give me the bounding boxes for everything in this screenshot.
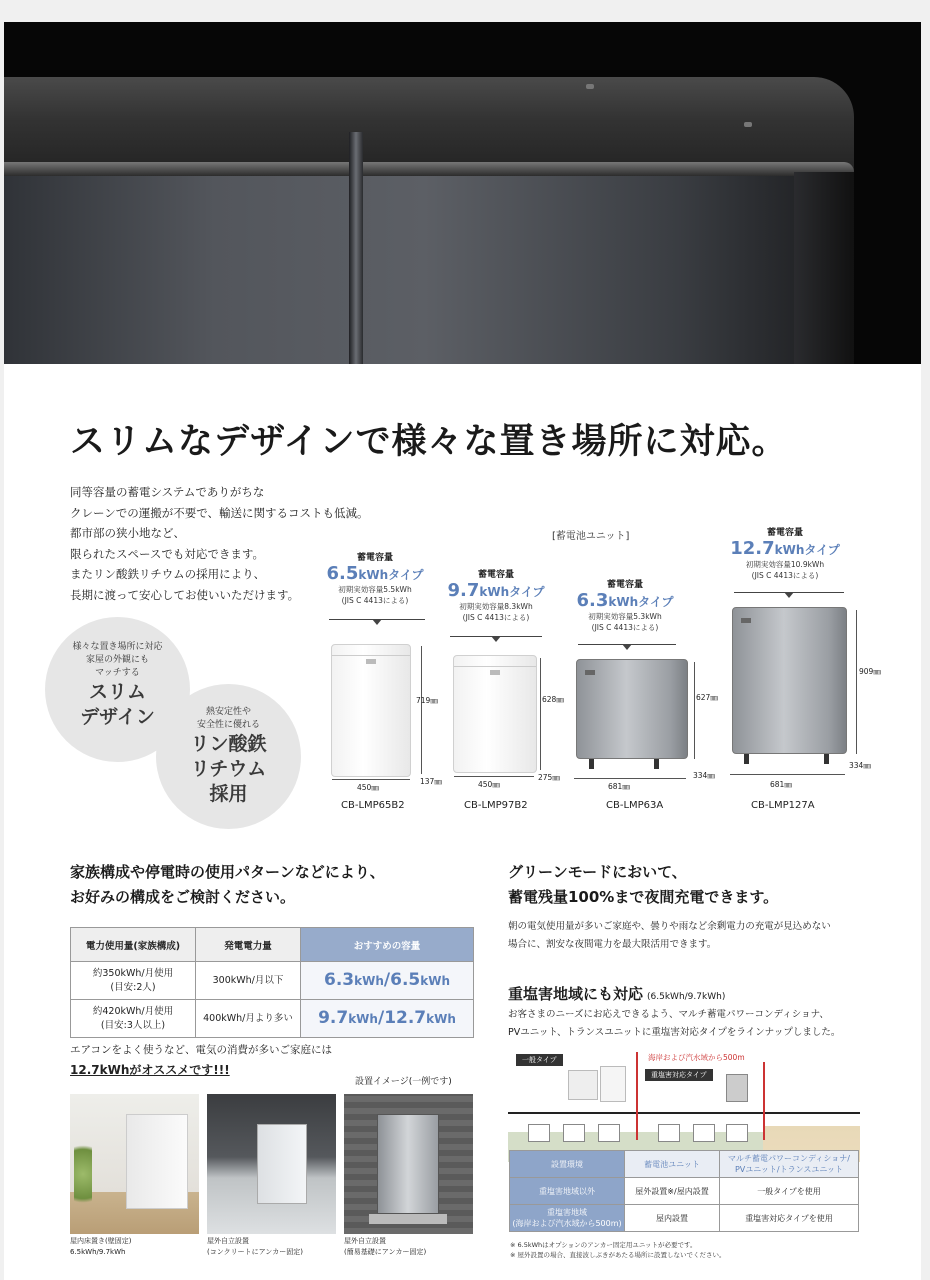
family-title: 家族構成や停電時の使用パターンなどにより、 お好みの構成をご検討ください。 (70, 863, 385, 906)
unit-spec-97: 蓄電容量 9.7kWhタイプ 初期実効容量8.3kWh (JIS C 4413による) (447, 570, 545, 622)
green-mode-title: グリーンモードにおいて、 蓄電残量100%まで夜間充電できます。 (508, 863, 779, 906)
unit-width: 681㎜ (608, 782, 630, 791)
install-image-label: 設置イメージ(一例です) (355, 1077, 452, 1087)
unit-height: 909㎜ (859, 667, 881, 676)
page-headline: スリムなデザインで様々な置き場所に対応。 (70, 422, 788, 462)
model-name: CB-LMP127A (751, 800, 815, 811)
unit-width: 450㎜ (357, 783, 379, 792)
unit-depth: 275㎜ (538, 773, 560, 782)
install-photo-concrete (207, 1094, 336, 1234)
unit-depth: 334㎜ (693, 771, 715, 780)
table-row: 約420kWh/月使用 (目安:3人以上) 400kWh/月より多い 9.7kWh/12.7kWh (71, 1000, 474, 1038)
battery-unit-65 (331, 644, 411, 777)
green-mode-body: 朝の電気使用量が多いご家庭や、曇りや雨など余剰電力の充電が見込めない 場合に、割安な夜間電力を最大限活用できます。 (508, 921, 831, 950)
battery-unit-127 (732, 607, 847, 754)
photo-caption: 屋外自立設置 (簡易基礎にアンカー固定) (344, 1237, 427, 1256)
unit-depth: 334㎜ (849, 761, 871, 770)
unit-spec-65: 蓄電容量 6.5kWhタイプ 初期実効容量5.5kWh (JIS C 4413による) (326, 553, 424, 605)
install-photo-indoor (70, 1094, 199, 1234)
capacity-table: 電力使用量(家族構成) 発電電力量 おすすめの容量 約350kWh/月使用 (目安:2人) 300kWh/月以下 6.3kWh/6.5kWh 約420kWh/月使用 (目安:3人以上) 400kWh/月より多い 9.7kWh/12.7kWh (70, 927, 474, 1038)
unit-spec-127: 蓄電容量 12.7kWhタイプ 初期実効容量10.9kWh (JIS C 4413による) (730, 528, 840, 580)
unit-height: 628㎜ (542, 695, 564, 704)
photo-caption: 屋外自立設置 (コンクリートにアンカー固定) (207, 1237, 304, 1256)
brochure-page (4, 22, 921, 1280)
units-label: [蓄電池ユニット] (552, 531, 630, 542)
table-row: 重塩害地域以外 屋外設置※/屋内設置 一般タイプを使用 (510, 1178, 859, 1205)
battery-unit-63 (576, 659, 688, 759)
table-row: 重塩害地域 (海岸および汽水域から500m) 屋内設置 重塩害対応タイプを使用 (510, 1205, 859, 1232)
model-name: CB-LMP65B2 (341, 800, 405, 811)
intro-line: クレーンでの運搬が不要で、輸送に関するコストも低減。 (70, 505, 369, 520)
salt-table: 設置環境 蓄電池ユニット マルチ蓄電パワーコンディショナ/ PVユニット/トランスユニット 重塩害地域以外 屋外設置※/屋内設置 一般タイプを使用 重塩害地域 (海岸および汽水域から500m) 屋内設置 重塩害対応タイプを使用 (509, 1150, 859, 1232)
intro-line: 都市部の狭小地など、 (70, 526, 185, 540)
model-name: CB-LMP63A (606, 800, 664, 811)
unit-width: 450㎜ (478, 780, 500, 789)
salt-type-tag: 重塩害対応タイプ (645, 1069, 713, 1081)
salt-body: お客さまのニーズにお応えできるよう、マルチ蓄電パワーコンディショナ、 PVユニット、トランスユニットに重塩害対応タイプをラインナップしました。 (508, 1009, 841, 1038)
general-type-tag: 一般タイプ (516, 1054, 563, 1066)
intro-line: 同等容量の蓄電システムでありがちな (70, 485, 265, 499)
coast-diagram (508, 1052, 860, 1162)
photo-caption: 屋内床置き(壁固定) 6.5kWh/9.7kWh (70, 1237, 132, 1256)
table-row: 約350kWh/月使用 (目安:2人) 300kWh/月以下 6.3kWh/6.5kWh (71, 962, 474, 1000)
install-photo-foundation (344, 1094, 473, 1234)
salt-title: 重塩害地域にも対応 (6.5kWh/9.7kWh) (508, 985, 726, 1003)
battery-unit-97 (453, 655, 537, 773)
coast-distance-label: 海岸および汽水域から500m (648, 1053, 745, 1062)
unit-height: 627㎜ (696, 693, 718, 702)
slim-design-bubble: 様々な置き場所に対応 家屋の外観にも マッチする スリム デザイン (45, 617, 190, 762)
lfp-bubble: 熱安定性や 安全性に優れる リン酸鉄 リチウム 採用 (156, 684, 301, 829)
model-name: CB-LMP97B2 (464, 800, 528, 811)
aircon-recommendation: エアコンをよく使うなど、電気の消費が多いご家庭には 12.7kWhがオススメです!!! (70, 1044, 332, 1077)
intro-line: 長期に渡って安心してお使いいただけます。 (70, 587, 300, 602)
unit-spec-63: 蓄電容量 6.3kWhタイプ 初期実効容量5.3kWh (JIS C 4413による) (576, 580, 674, 632)
intro-line: またリン酸鉄リチウムの採用により、 (70, 567, 266, 581)
salt-footnote: ※ 6.5kWhはオプションのアンカー固定用ユニットが必要です。 ※ 屋外設置の場合、直接波しぶきがあたる場所に設置しないでください。 (510, 1241, 726, 1259)
intro-line: 限られたスペースでも対応できます。 (70, 546, 265, 561)
hero-cabinet-image (4, 22, 921, 364)
unit-depth: 137㎜ (420, 777, 442, 786)
unit-height: 719㎜ (416, 696, 438, 705)
unit-width: 681㎜ (770, 780, 792, 789)
